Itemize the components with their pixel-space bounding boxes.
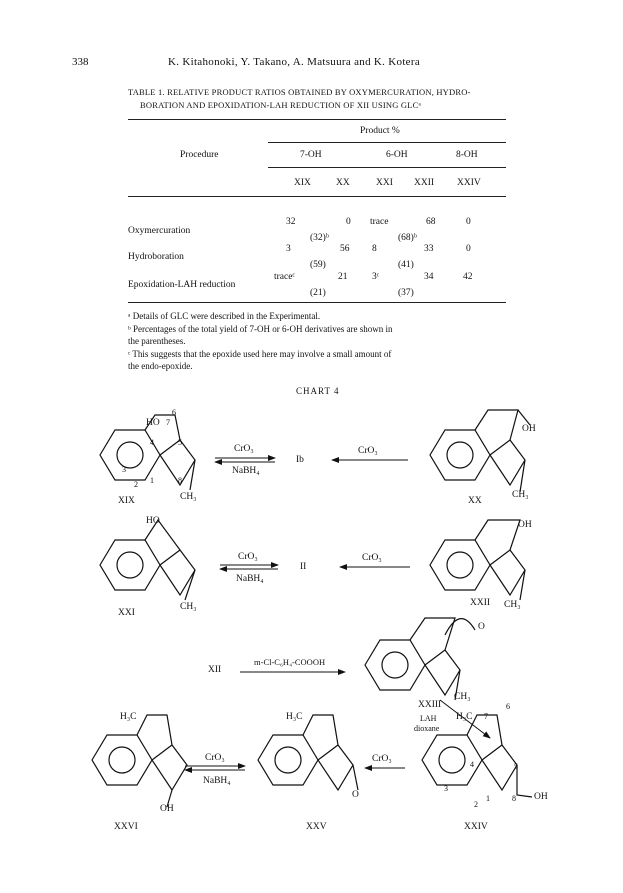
atom-number-7: 7 [166, 418, 170, 427]
cell-value: 3ᶜ [372, 272, 380, 282]
molecule-xx [430, 410, 530, 492]
oh-label: OH [522, 424, 536, 434]
row-procedure: Epoxidation-LAH reduction [128, 280, 236, 290]
cell-value: 0 [466, 244, 471, 254]
molecule-xxvi [92, 715, 187, 807]
compound-xxiii: XXIII [418, 700, 442, 710]
oh-label: OH [160, 804, 174, 814]
cell-subtotal: (21) [310, 288, 326, 298]
compound-xxiv: XXIV [464, 822, 488, 832]
col-xxii: XXII [414, 178, 435, 188]
methyl-label: CH₃ [504, 600, 521, 610]
methyl-label: CH₃ [180, 492, 197, 502]
footnote-c-line2: the endo-epoxide. [128, 361, 193, 371]
methyl-label: H₃C [120, 712, 137, 722]
atom-number-5: 5 [178, 438, 182, 447]
col-xix: XIX [294, 178, 311, 188]
atom-number-6: 6 [506, 702, 510, 711]
col-xxiv: XXIV [457, 178, 481, 188]
methyl-label: CH₃ [180, 602, 197, 612]
molecule-xxiii [365, 618, 475, 700]
atom-number-2: 2 [474, 800, 478, 809]
methyl-label: H₃C [286, 712, 303, 722]
compound-ib: Ib [296, 455, 304, 465]
cell-subtotal: (68)ᵇ [398, 233, 417, 243]
atom-number-8: 8 [512, 794, 516, 803]
methyl-label: CH₃ [512, 490, 529, 500]
cell-value: 32 [286, 217, 296, 227]
cell-value: 42 [463, 272, 473, 282]
atom-number-7: 7 [484, 712, 488, 721]
reagent-nabh4: NaBH₄ [203, 776, 231, 786]
row-procedure: Oxymercuration [128, 226, 191, 236]
reagent-cro3: CrO₃ [358, 446, 378, 456]
molecule-xxi [100, 520, 195, 600]
group-6oh: 6-OH [386, 150, 408, 160]
molecule-xxii [430, 520, 525, 600]
methyl-label: H₃C [456, 712, 473, 722]
group-7oh: 7-OH [300, 150, 322, 160]
epoxide-o-label: O [478, 622, 485, 632]
oh-label: OH [534, 792, 548, 802]
compound-xii: XII [208, 665, 222, 675]
footnote-a: ᵃ Details of GLC were described in the Experimental. [128, 311, 321, 321]
molecule-xxv [258, 715, 358, 790]
footnote-c-line1: ᶜ This suggests that the epoxide used here may involve a small amount of [128, 349, 392, 359]
cell-subtotal: (41) [398, 260, 414, 270]
cell-subtotal: (59) [310, 260, 326, 270]
atom-number-8: 8 [178, 476, 182, 485]
product-header: Product % [360, 126, 400, 136]
compound-xxi: XXI [118, 608, 135, 618]
atom-number-3: 3 [122, 465, 126, 474]
reagent-nabh4: NaBH₄ [236, 574, 264, 584]
cell-value: 34 [424, 272, 434, 282]
chart-title: CHART 4 [296, 386, 340, 396]
col-xx: XX [336, 178, 350, 188]
oh-label: OH [518, 520, 532, 530]
ho-label: HO [146, 516, 160, 526]
reagent-mcpba: m-Cl-C₆H₄-COOOH [254, 657, 326, 667]
solvent-dioxane: dioxane [414, 724, 440, 733]
reagent-cro3: CrO₃ [238, 552, 258, 562]
compound-xx: XX [468, 496, 482, 506]
cell-value: trace [370, 217, 389, 227]
table-caption-line1: TABLE 1. RELATIVE PRODUCT RATIOS OBTAINED BY OXYMERCURATION, HYDRO- [128, 87, 471, 97]
compound-xxvi: XXVI [114, 822, 138, 832]
reagent-nabh4: NaBH₄ [232, 466, 260, 476]
compound-xix: XIX [118, 496, 135, 506]
cell-value: 21 [338, 272, 348, 282]
atom-number-1: 1 [150, 476, 154, 485]
cell-value: 0 [346, 217, 351, 227]
cell-subtotal: (32)ᵇ [310, 233, 329, 243]
ho-label: HO [146, 418, 160, 428]
group-8oh: 8-OH [456, 150, 478, 160]
cell-value: 8 [372, 244, 377, 254]
atom-number-3: 3 [444, 784, 448, 793]
cell-subtotal: (37) [398, 288, 414, 298]
atom-number-2: 2 [134, 480, 138, 489]
atom-number-4: 4 [470, 760, 474, 769]
footnote-b-line1: ᵇ Percentages of the total yield of 7-OH or 6-OH derivatives are shown in [128, 324, 393, 334]
ketone-o-label: O [352, 790, 359, 800]
reagent-cro3: CrO₃ [205, 753, 225, 763]
compound-xxv: XXV [306, 822, 327, 832]
cell-value: 3 [286, 244, 291, 254]
col-xxi: XXI [376, 178, 393, 188]
cell-value: 68 [426, 217, 436, 227]
cell-value: 0 [466, 217, 471, 227]
compound-ii: II [300, 562, 307, 572]
reagent-cro3: CrO₃ [234, 444, 254, 454]
footnote-b-line2: the parentheses. [128, 336, 186, 346]
reagent-cro3: CrO₃ [372, 754, 392, 764]
page-number: 338 [72, 56, 89, 68]
row-procedure: Hydroboration [128, 252, 184, 262]
cell-value: traceᶜ [274, 272, 295, 282]
reagent-cro3: CrO₃ [362, 553, 382, 563]
cell-value: 56 [340, 244, 350, 254]
methyl-label: CH₃ [454, 692, 471, 702]
cell-value: 33 [424, 244, 434, 254]
running-header: K. Kitahonoki, Y. Takano, A. Matsuura and K. Kotera [168, 56, 421, 68]
atom-number-1: 1 [486, 794, 490, 803]
atom-number-5: 5 [514, 762, 518, 771]
procedure-header: Procedure [180, 150, 219, 160]
reagent-lah: LAH [420, 714, 437, 723]
atom-number-6: 6 [172, 408, 176, 417]
atom-number-4: 4 [150, 438, 154, 447]
compound-xxii: XXII [470, 598, 491, 608]
table-caption-line2: BORATION AND EPOXIDATION-LAH REDUCTION OF XII USING GLCᵃ [140, 100, 422, 110]
